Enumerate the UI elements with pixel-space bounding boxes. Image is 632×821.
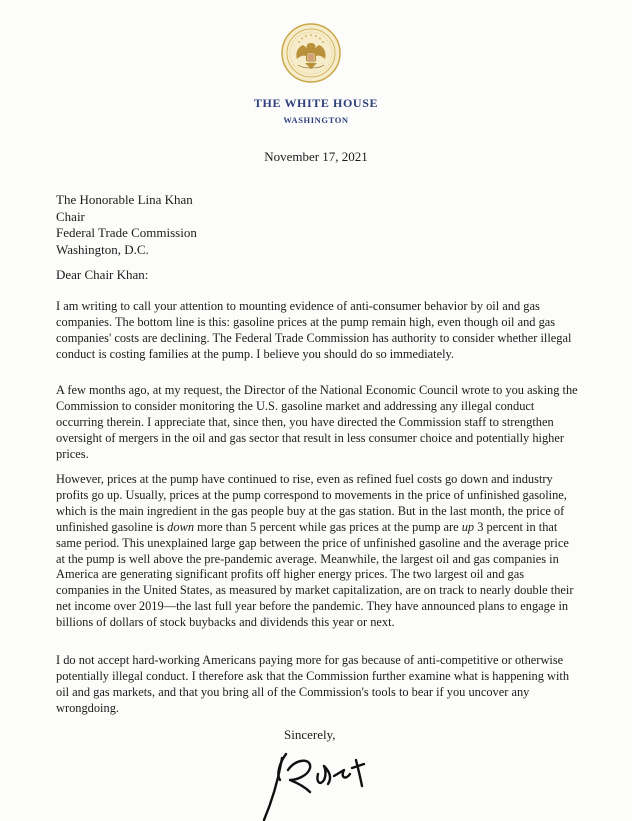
paragraph-1: I am writing to call your attention to mounting evidence of anti-consumer behavior by oil and gas companies. The bottom line is this: gasoline prices at the pump remain high, even though oil and gas companies' costs are declining. The Federal Trade Commission has authority to consider whether illegal conduct is costing families at the pump. I believe you should do so immediately.	[56, 299, 572, 361]
recipient-organization: Federal Trade Commission	[56, 225, 197, 240]
emphasis-up: up	[461, 519, 475, 534]
letterhead	[0, 96, 632, 126]
paragraph-3	[56, 472, 580, 631]
letterhead-title: THE WHITE HOUSE	[253, 96, 379, 110]
recipient-name: The Honorable Lina Khan	[56, 192, 193, 207]
paragraph-4: I do not accept hard-working Americans paying more for gas because of anti-competitive or otherwise potentially illegal conduct. I therefore ask that the Commission further examine what is happening with oil and gas markets, and that you bring all of the Commission's tools to bear if you uncover any wrongdoing.	[56, 653, 570, 715]
letterhead-subtitle: WASHINGTON	[283, 115, 349, 125]
letter-date: November 17, 2021	[264, 149, 368, 164]
signature-icon	[246, 736, 386, 821]
paragraph-2: A few months ago, at my request, the Director of the National Economic Council wrote to you asking the Commission to consider monitoring the U.S. gasoline market and addressing any illegal conduct occurring therein. I appreciate that, since then, you have directed the Commission staff to strengthen oversight of mergers in the oil and gas sector that result in less consumer choice and potentially higher prices.	[56, 383, 578, 461]
recipient-title: Chair	[56, 208, 85, 224]
paragraph-3-part-b: more than 5 percent while gas prices at the pump are	[194, 519, 462, 534]
paragraph-3-part-c: 3 percent in that same period. This unexplained large gap between the price of unfinished gasoline and the average price at the pump is well above the pre-pandemic average. Meanwhile, the largest oil and gas companies in America are generating significant profits off higher energy prices. The two largest oil and gas companies in the United States, as measured by market capitalization, are on track to nearly double their net income over 2019—the last full year before the pandemic. They have announced plans to engage in billions of dollars of stock buybacks and dividends this year or next.	[56, 519, 574, 630]
emphasis-down: down	[167, 519, 195, 534]
salutation: Dear Chair Khan:	[56, 267, 149, 282]
recipient-city: Washington, D.C.	[56, 241, 149, 257]
recipient-address	[56, 192, 197, 258]
closing: Sincerely,	[284, 727, 336, 742]
paragraph-3-part-a: However, prices at the pump have continued to rise, even as refined fuel costs go down and industry profits go up. Usually, prices at the pump correspond to movements in the price of unfinished gasoline, which is the main ingredient in the gas people buy at the gas station. But in the last month, the price of unfinished gasoline is	[56, 472, 567, 534]
presidential-seal-icon	[281, 23, 341, 83]
